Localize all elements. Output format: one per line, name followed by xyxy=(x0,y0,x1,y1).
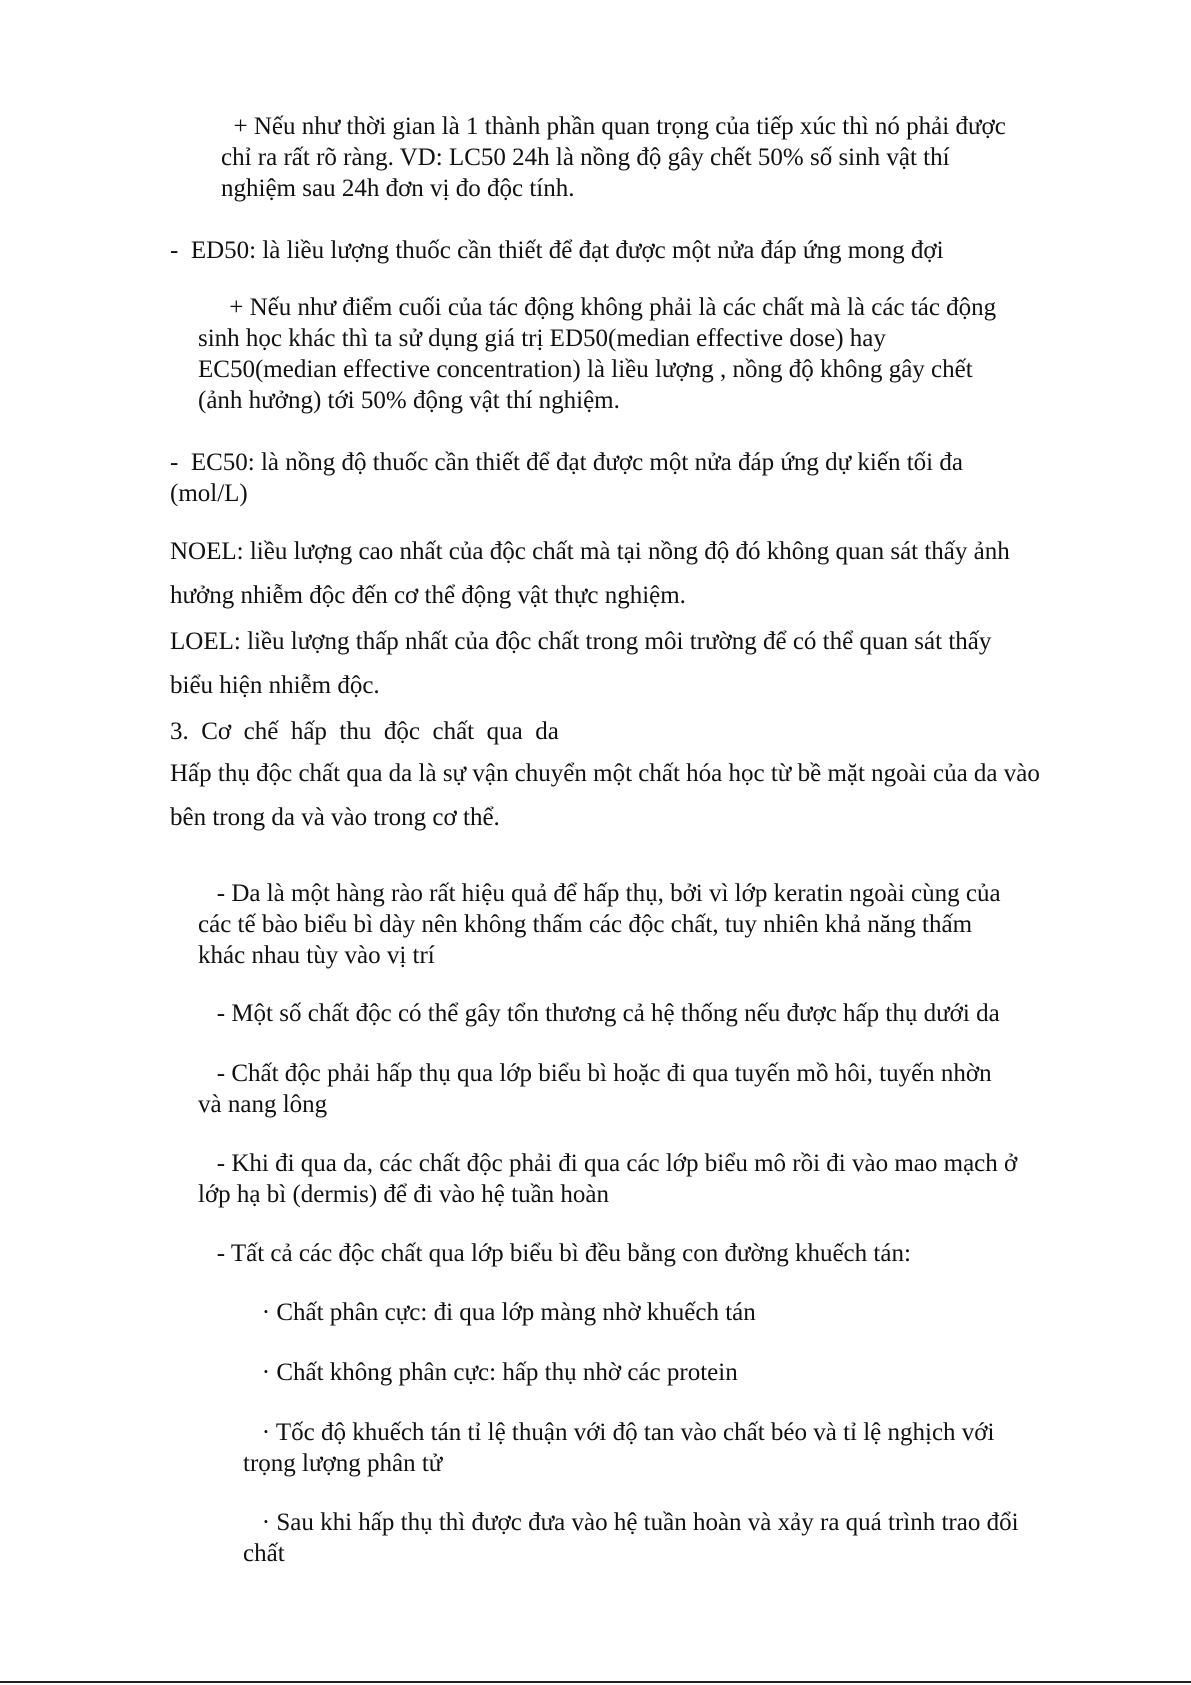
bullet-systemic-damage: - Một số chất độc có thể gây tổn thương cả hệ thống nếu được hấp thụ dưới da xyxy=(198,1000,1000,1027)
subbullet-nonpolar: · Chất không phân cực: hấp thụ nhờ các protein xyxy=(243,1359,738,1386)
paragraph-skin-absorption-definition: Hấp thụ độc chất qua da là sự vận chuyển một chất hóa học từ bề mặt ngoài của da vào bên trong da và vào trong cơ thể. xyxy=(170,760,1040,831)
subbullet-circulation: · Sau khi hấp thụ thì được đưa vào hệ tuần hoàn và xảy ra quá trình trao đổi chất xyxy=(243,1509,1019,1567)
bullet-sweat-glands: - Chất độc phải hấp thụ qua lớp biểu bì hoặc đi qua tuyến mồ hôi, tuyến nhờn và nang lông xyxy=(198,1060,992,1118)
paragraph-noel: NOEL: liều lượng cao nhất của độc chất mà tại nồng độ đó không quan sát thấy ảnh hưởng nhiễm độc đến cơ thể động vật thực nghiệm. xyxy=(170,538,1010,609)
paragraph-lc50-time-note: + Nếu như thời gian là 1 thành phần quan trọng của tiếp xúc thì nó phải được chỉ ra rất rõ ràng. VD: LC50 24h là nồng độ gây chết 50% số sinh vật thí nghiệm sau 24h đơn vị đo độc tính. xyxy=(221,113,1006,202)
bullet-keratin-barrier: - Da là một hàng rào rất hiệu quả để hấp thụ, bởi vì lớp keratin ngoài cùng của các tế bào biểu bì dày nên không thấm các độc chất, tuy nhiên khả năng thấm khác nhau tùy vào vị trí xyxy=(198,880,1001,969)
subbullet-diffusion-rate: · Tốc độ khuếch tán tỉ lệ thuận với độ tan vào chất béo và tỉ lệ nghịch với trọng lượng phân tử xyxy=(243,1419,995,1477)
paragraph-loel: LOEL: liều lượng thấp nhất của độc chất trong môi trường để có thể quan sát thấy biểu hiện nhiễm độc. xyxy=(170,628,992,699)
paragraph-ec50-definition: - EC50: là nồng độ thuốc cần thiết để đạt được một nửa đáp ứng dự kiến tối đa (mol/L) xyxy=(170,449,963,507)
page-bottom-rule xyxy=(0,1681,1191,1683)
subbullet-polar: · Chất phân cực: đi qua lớp màng nhờ khuếch tán xyxy=(243,1299,756,1326)
bullet-diffusion: - Tất cả các độc chất qua lớp biểu bì đều bằng con đường khuếch tán: xyxy=(198,1240,911,1267)
paragraph-ed50-definition: - ED50: là liều lượng thuốc cần thiết để đạt được một nửa đáp ứng mong đợi xyxy=(170,237,944,264)
paragraph-ed50-note: + Nếu như điểm cuối của tác động không phải là các chất mà là các tác động sinh học khác thì ta sử dụng giá trị ED50(median effective dose) hay EC50(median effective concentration) là liều lượng , nồng độ không gây chết (ảnh hưởng) tới 50% động vật thí nghiệm. xyxy=(198,294,997,414)
bullet-dermis-capillaries: - Khi đi qua da, các chất độc phải đi qua các lớp biểu mô rồi đi vào mao mạch ở lớp hạ bì (dermis) để đi vào hệ tuần hoàn xyxy=(198,1150,1018,1208)
section-heading-skin-absorption: 3. Cơ chế hấp thu độc chất qua da xyxy=(170,718,559,745)
